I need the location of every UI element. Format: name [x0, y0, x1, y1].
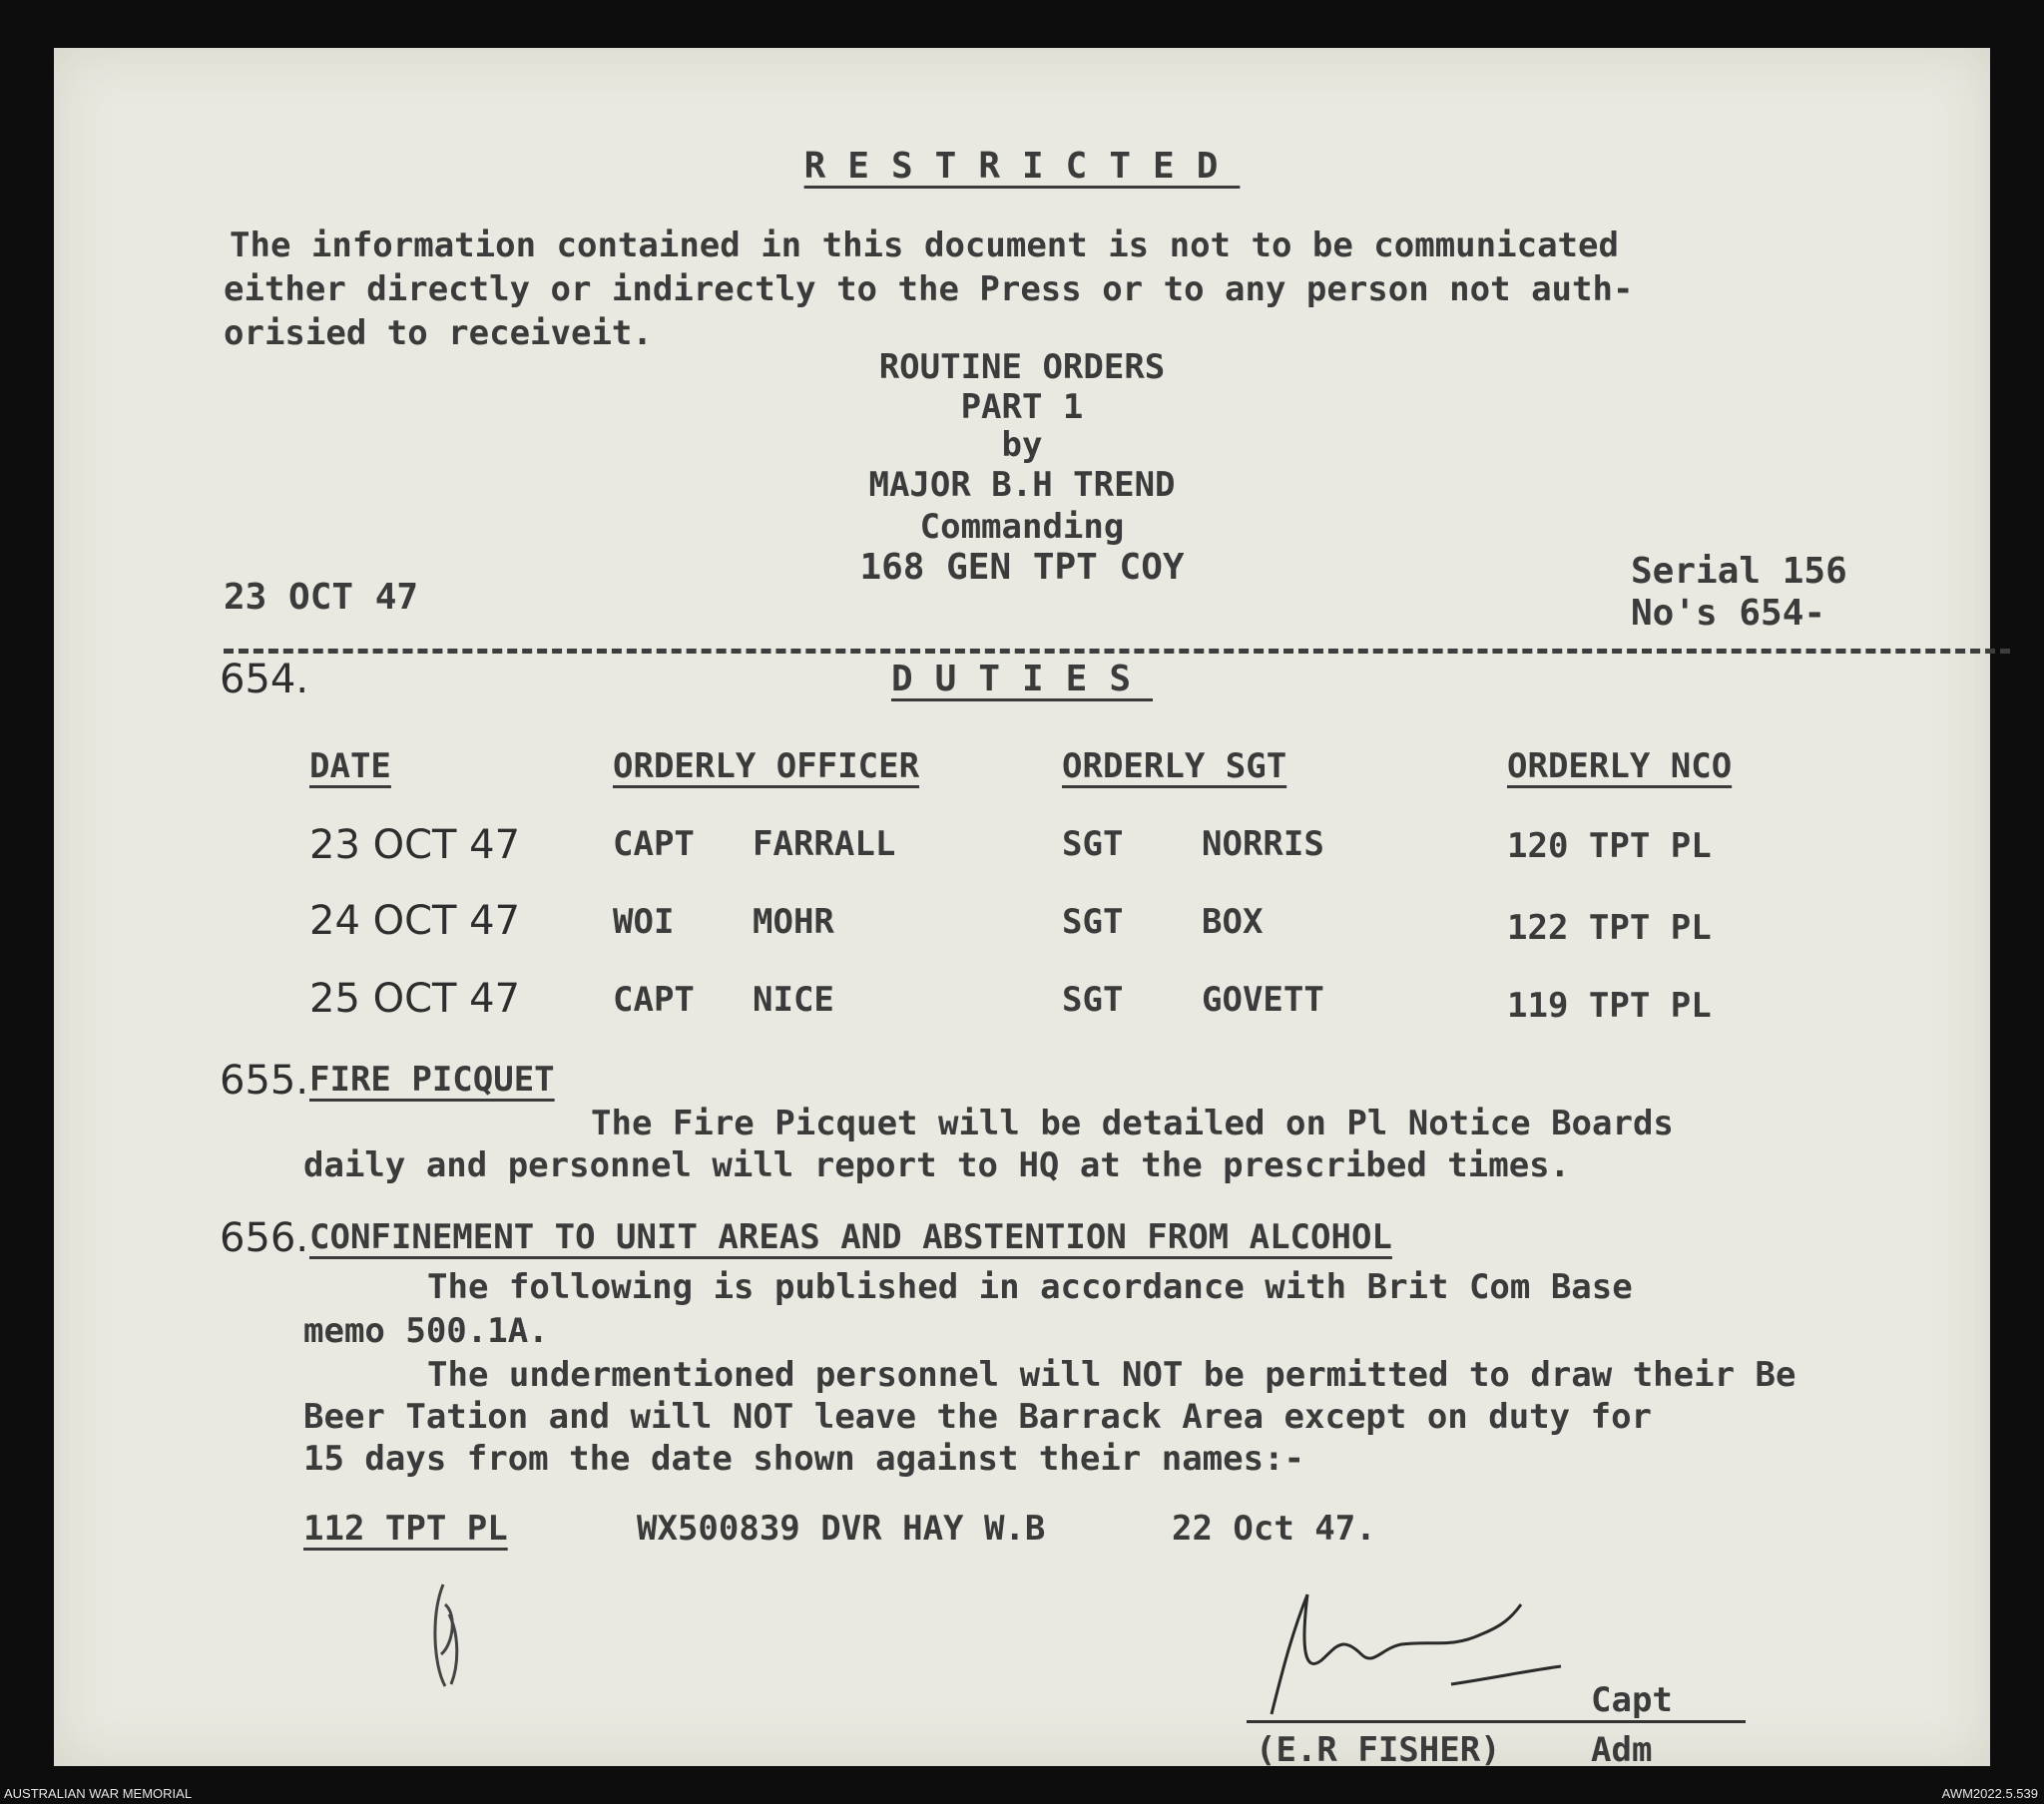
entry-detail: WX500839 DVR HAY W.B [637, 1509, 1046, 1549]
document-page [54, 48, 1990, 1770]
signature-appointment: Adm [1591, 1730, 1653, 1770]
table-header-officer: ORDERLY OFFICER [613, 746, 920, 786]
signature-line [1247, 1720, 1746, 1723]
serial-line-2: No's 654- [1631, 593, 1826, 634]
order-date: 23 OCT 47 [224, 577, 419, 618]
notice-line-2: either directly or indirectly to the Press or to any person not auth- [224, 269, 1634, 309]
fire-picquet-line-1: The Fire Picquet will be detailed on Pl Notice Boards [591, 1104, 1674, 1143]
row-officer-name: MOHR [753, 902, 834, 942]
title-line-3: by [1001, 425, 1043, 465]
title-line-4: MAJOR B.H TREND [868, 465, 1176, 505]
entry-unit: 112 TPT PL [303, 1509, 508, 1549]
confinement-p2-line-1: The undermentioned personnel will NOT be permitted to draw their Be [427, 1355, 1796, 1395]
row-officer-rank: WOI [613, 902, 675, 942]
confinement-p1-line-1: The following is published in accordance with Brit Com Base [427, 1267, 1633, 1307]
signature-rank: Capt [1591, 1680, 1673, 1720]
row-sgt-rank: SGT [1062, 980, 1124, 1020]
title-line-1: ROUTINE ORDERS [878, 347, 1166, 387]
row-sgt-rank: SGT [1062, 902, 1124, 942]
classification-heading [54, 146, 1990, 187]
confinement-p2-line-2: Beer Tation and will NOT leave the Barrack Area except on duty for [303, 1397, 1653, 1437]
row-sgt-rank: SGT [1062, 824, 1124, 864]
table-header-sgt: ORDERLY SGT [1062, 746, 1287, 786]
entry-date: 22 Oct 47. [1172, 1509, 1376, 1549]
row-officer-name: FARRALL [753, 824, 896, 864]
confinement-p2-line-3: 15 days from the date shown against their names:- [303, 1439, 1305, 1479]
row-nco: 122 TPT PL [1507, 908, 1712, 948]
handwritten-initial-mark [423, 1575, 473, 1694]
notice-line-3: orisied to receiveit. [224, 313, 653, 353]
fire-picquet-line-2: daily and personnel will report to HQ at the prescribed times. [303, 1145, 1571, 1185]
duties-heading [54, 659, 1990, 699]
row-sgt-name: GOVETT [1202, 980, 1324, 1020]
signature-scribble [1212, 1575, 1571, 1724]
confinement-p1-line-2: memo 500.1A. [303, 1311, 549, 1351]
notice-line-1: The information contained in this document is not to be communicated [230, 226, 1619, 265]
row-nco: 120 TPT PL [1507, 826, 1712, 866]
signature-name: (E.R FISHER) [1256, 1730, 1501, 1770]
table-header-date: DATE [309, 746, 391, 786]
footer-reference: AWM2022.5.539 [1941, 1786, 2038, 1801]
row-date: 24 OCT 47 [309, 898, 521, 944]
row-date: 25 OCT 47 [309, 976, 521, 1022]
title-line-2: PART 1 [960, 387, 1084, 427]
row-nco: 119 TPT PL [1507, 986, 1712, 1026]
row-officer-name: NICE [753, 980, 834, 1020]
title-line-6: 168 GEN TPT COY [859, 547, 1185, 588]
row-sgt-name: BOX [1202, 902, 1264, 942]
fire-picquet-title: FIRE PICQUET [309, 1060, 555, 1100]
section-654-number: 654. [220, 657, 309, 702]
serial-line-1: Serial 156 [1631, 551, 1847, 592]
table-header-nco: ORDERLY NCO [1507, 746, 1733, 786]
section-655-number: 655. [220, 1058, 309, 1104]
row-officer-rank: CAPT [613, 824, 695, 864]
classification-text: RESTRICTED [803, 146, 1241, 187]
section-divider [224, 649, 2010, 654]
duties-title: DUTIES [890, 659, 1154, 699]
title-line-5: Commanding [919, 507, 1125, 547]
confinement-title: CONFINEMENT TO UNIT AREAS AND ABSTENTION FROM ALCOHOL [309, 1217, 1392, 1257]
row-date: 23 OCT 47 [309, 822, 521, 868]
section-656-number: 656. [220, 1215, 309, 1261]
footer-archive-name: AUSTRALIAN WAR MEMORIAL [4, 1786, 193, 1801]
row-officer-rank: CAPT [613, 980, 695, 1020]
row-sgt-name: NORRIS [1202, 824, 1324, 864]
